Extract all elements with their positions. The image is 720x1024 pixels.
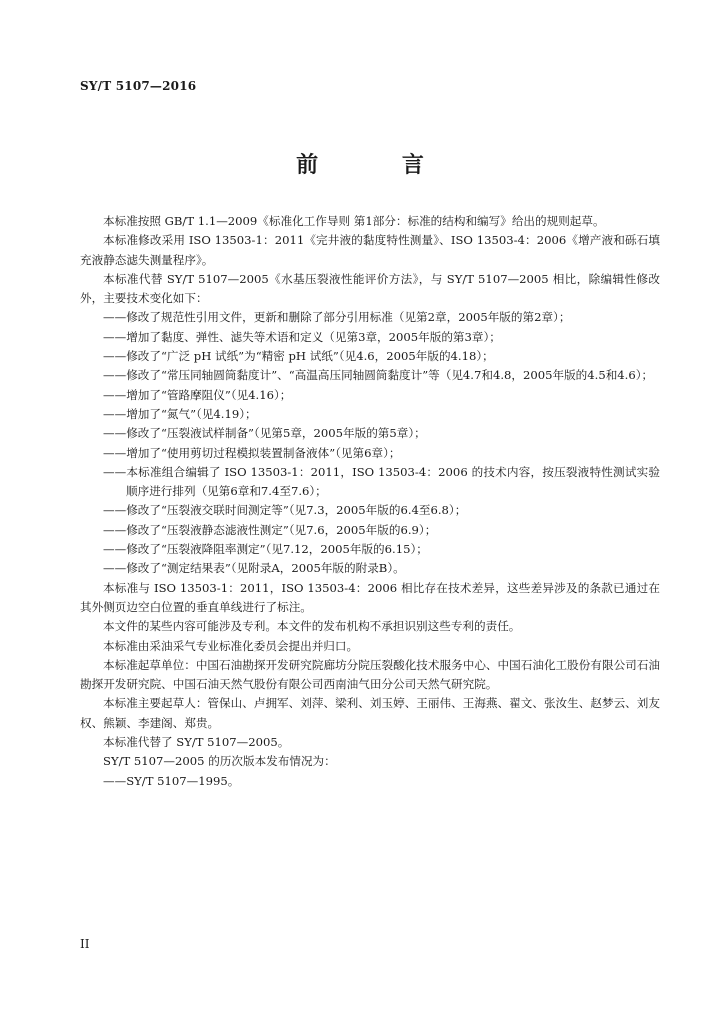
paragraph-drafting-organizations: 本标准起草单位：中国石油勘探开发研究院廊坊分院压裂酸化技术服务中心、中国石油化工股份有限公司石油勘探开发研究院、中国石油天然气股份有限公司西南油气田分公司天然气研究院。: [80, 657, 660, 692]
paragraph-proposer: 本标准由采油采气专业标准化委员会提出并归口。: [103, 638, 359, 653]
paragraph-version-history: SY/T 5107—2005 的历次版本发布情况为：: [103, 754, 336, 769]
change-item: ——修改了规范性引用文件，更新和删除了部分引用标准（见第2章，2005年版的第2章）；: [103, 310, 571, 325]
paragraph-drafters: 本标准主要起草人：管保山、卢拥军、刘萍、梁利、刘玉婷、王丽伟、王海燕、翟文、张汝生、赵梦云、刘友权、熊颖、李建阁、郑贵。: [80, 696, 660, 730]
change-item: ——修改了“压裂液试样制备”（见第5章，2005年版的第5章）；: [103, 426, 426, 441]
paragraph-technical-differences: 本标准与 ISO 13503-1：2011，ISO 13503-4：2006 相比存在技术差异，这些差异涉及的条款已通过在其外侧页边空白位置的垂直单线进行了标注。: [80, 580, 660, 614]
paragraph-drafting-rules: 本标准按照 GB/T 1.1—2009《标准化工作导则 第1部分：标准的结构和编写》给出的规则起草。: [103, 214, 605, 228]
foreword-body: [80, 212, 660, 791]
change-item: ——修改了“压裂液交联时间测定等”（见7.3，2005年版的6.4至6.8）；: [103, 503, 467, 518]
change-item: ——修改了“压裂液静态滤液性测定”（见7.6，2005年版的6.9）；: [103, 522, 437, 537]
change-item: ——增加了“氮气”（见4.19）；: [103, 406, 257, 421]
paragraph-iso-adoption: 本标准修改采用 ISO 13503-1：2011《完井液的黏度特性测量》、ISO 13503-4：2006《增产液和砾石填充液静态滤失测量程序》。: [80, 233, 660, 267]
change-item: ——本标准组合编辑了 ISO 13503-1：2011，ISO 13503-4：2006 的技术内容，按压裂液特性测试实验顺序进行排列（见第6章和7.4至7.6）；: [103, 464, 660, 499]
change-item: ——修改了“压裂液降阻率测定”（见7.12，2005年版的6.15）；: [103, 542, 428, 557]
change-item: ——增加了“使用剪切过程模拟装置制备液体”（见第6章）；: [103, 445, 401, 460]
page-number: II: [80, 937, 90, 951]
page-title: 前 言: [296, 152, 462, 178]
paragraph-supersedes: 本标准代替了 SY/T 5107—2005。: [103, 735, 290, 750]
change-item: ——修改了“测定结果表”（见附录A，2005年版的附录B）。: [103, 561, 405, 576]
paragraph-replacement: 本标准代替 SY/T 5107—2005《水基压裂液性能评价方法》，与 SY/T 5107—2005 相比，除编辑性修改外，主要技术变化如下：: [80, 271, 660, 306]
paragraph-patent-notice: 本文件的某些内容可能涉及专利。本文件的发布机构不承担识别这些专利的责任。: [103, 619, 521, 634]
change-item: ——修改了“广泛 pH 试纸”为“精密 pH 试纸”（见4.6，2005年版的4.18）；: [103, 349, 494, 364]
change-item: ——增加了黏度、弹性、滤失等术语和定义（见第3章，2005年版的第3章）；: [103, 329, 501, 344]
standard-code-header: SY/T 5107—2016: [80, 79, 197, 93]
change-item: ——修改了“常压同轴圆筒黏度计”、“高温高压同轴圆筒黏度计”等（见4.7和4.8，2005年版的4.5和4.6）；: [103, 368, 654, 383]
history-item: ——SY/T 5107—1995。: [103, 773, 240, 788]
change-item: ——增加了“管路摩阻仪”（见4.16）；: [103, 387, 292, 402]
